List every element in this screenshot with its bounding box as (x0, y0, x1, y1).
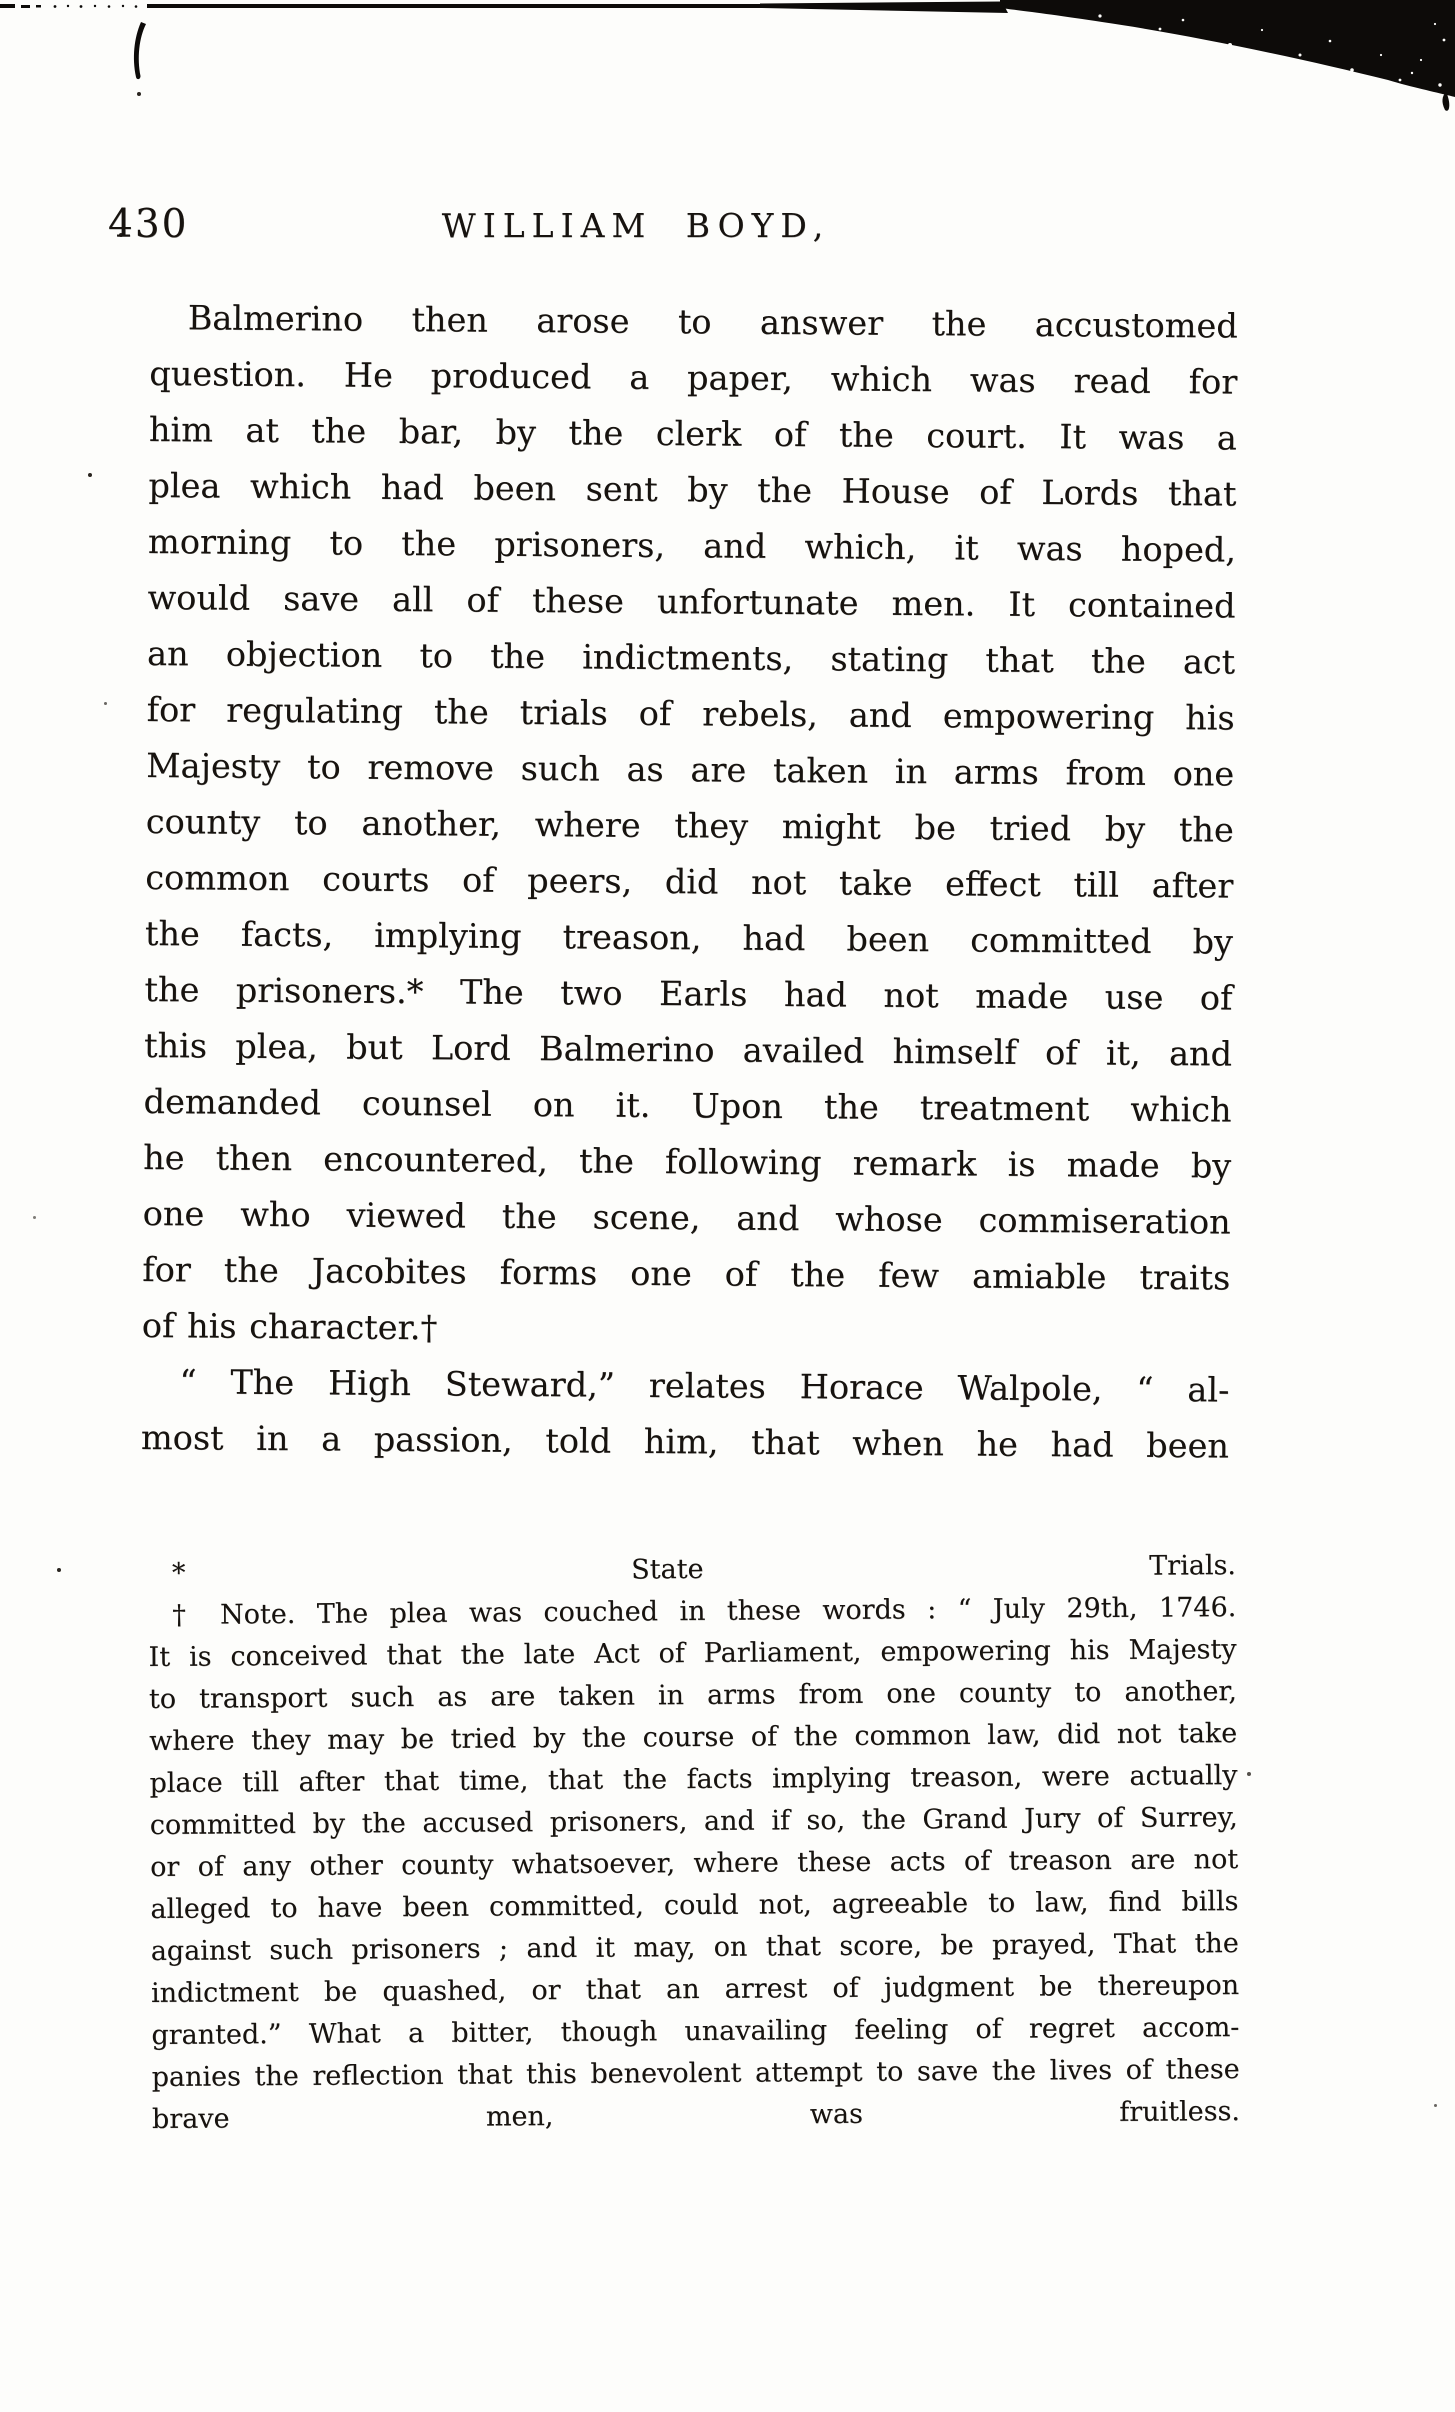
text-line: “ The High Steward,” relates Horace Walpole, “ al- (179, 1362, 1230, 1410)
scan-speck (57, 1568, 61, 1572)
page-number: 430 (108, 202, 189, 247)
text-line: for regulating the trials of rebels, and empowering his (146, 689, 1235, 738)
text-line: would save all of these unfortunate men. It contained (147, 577, 1236, 626)
text-line: demanded counsel on it. Upon the treatment which (143, 1081, 1232, 1130)
text-line: this plea, but Lord Balmerino availed himself of it, and (143, 1025, 1233, 1074)
body-paragraph (141, 1354, 1230, 1475)
text-line: Balmerino then arose to answer the accustomed (187, 298, 1238, 346)
text-line: where they may be tried by the course of the common law, did not take (149, 1718, 1238, 1758)
text-line: most in a passion, told him, that when he had been (140, 1417, 1230, 1466)
text-line: brave men, was fruitless. (151, 2096, 1241, 2135)
text-line: the facts, implying treason, had been committed by (144, 913, 1234, 962)
scan-speck (137, 92, 141, 96)
text-line: panies the reflection that this benevolent attempt to save the lives of these (151, 2054, 1240, 2093)
text-line: him at the bar, by the clerk of the court. It was a (148, 409, 1238, 458)
text-line: granted.” What a bitter, though unavailing feeling of regret accom- (151, 2012, 1240, 2051)
scan-speck (104, 702, 107, 705)
page-header (108, 200, 1238, 250)
running-title: WILLIAM BOYD, (441, 206, 831, 245)
text-line: It is conceived that the late Act of Parliament, empowering his Majesty (148, 1634, 1237, 1674)
text-line: committed by the accused prisoners, and if so, the Grand Jury of Surrey, (149, 1802, 1238, 1842)
text-line: question. He produced a paper, which was read for (149, 353, 1238, 402)
scan-speck (1434, 2104, 1437, 2107)
text-line: plea which had been sent by the House of Lords that (148, 465, 1237, 514)
text-line: alleged to have been committed, could not, agreeable to law, find bills (150, 1886, 1239, 1925)
text-line: morning to the prisoners, and which, it was hoped, (147, 521, 1237, 570)
scan-speck (33, 1216, 36, 1219)
scan-speck (88, 473, 92, 477)
footnote-paragraph (148, 1587, 1240, 2141)
text-line: † Note. The plea was couched in these words : “ July 29th, 1746. (172, 1592, 1237, 1631)
text-line: of his character.† (141, 1305, 438, 1348)
text-line: for the Jacobites forms one of the few amiable traits (142, 1249, 1231, 1298)
text-line: he then encountered, the following remark is made by (143, 1137, 1232, 1186)
text-line: * State Trials. (171, 1550, 1237, 1589)
text-line: common courts of peers, did not take effect till after (145, 857, 1234, 906)
text-line: the prisoners.* The two Earls had not made use of (144, 969, 1233, 1018)
ink-stroke-mark (123, 20, 157, 96)
text-line: to transport such as are taken in arms from one county to another, (148, 1676, 1238, 1716)
body-paragraph (142, 290, 1238, 1363)
scan-artifact-top-edge (0, 0, 1455, 130)
scan-speck (1247, 1772, 1251, 1776)
text-line: an objection to the indictments, stating that the act (146, 633, 1236, 682)
main-text-block (141, 290, 1238, 1475)
text-line: indictment be quashed, or that an arrest of judgment be thereupon (150, 1970, 1240, 2009)
text-line: against such prisoners ; and it may, on that score, be prayed, That the (150, 1928, 1239, 1967)
text-line: one who viewed the scene, and whose commiseration (142, 1193, 1231, 1242)
text-line: Majesty to remove such as are taken in arms from one (146, 745, 1235, 794)
footnote-block (148, 1545, 1240, 2141)
text-line: place till after that time, that the facts implying treason, were actually (149, 1760, 1238, 1800)
text-line: county to another, where they might be tried by the (145, 801, 1234, 850)
text-line: or of any other county whatsoever, where these acts of treason are not (150, 1844, 1239, 1883)
